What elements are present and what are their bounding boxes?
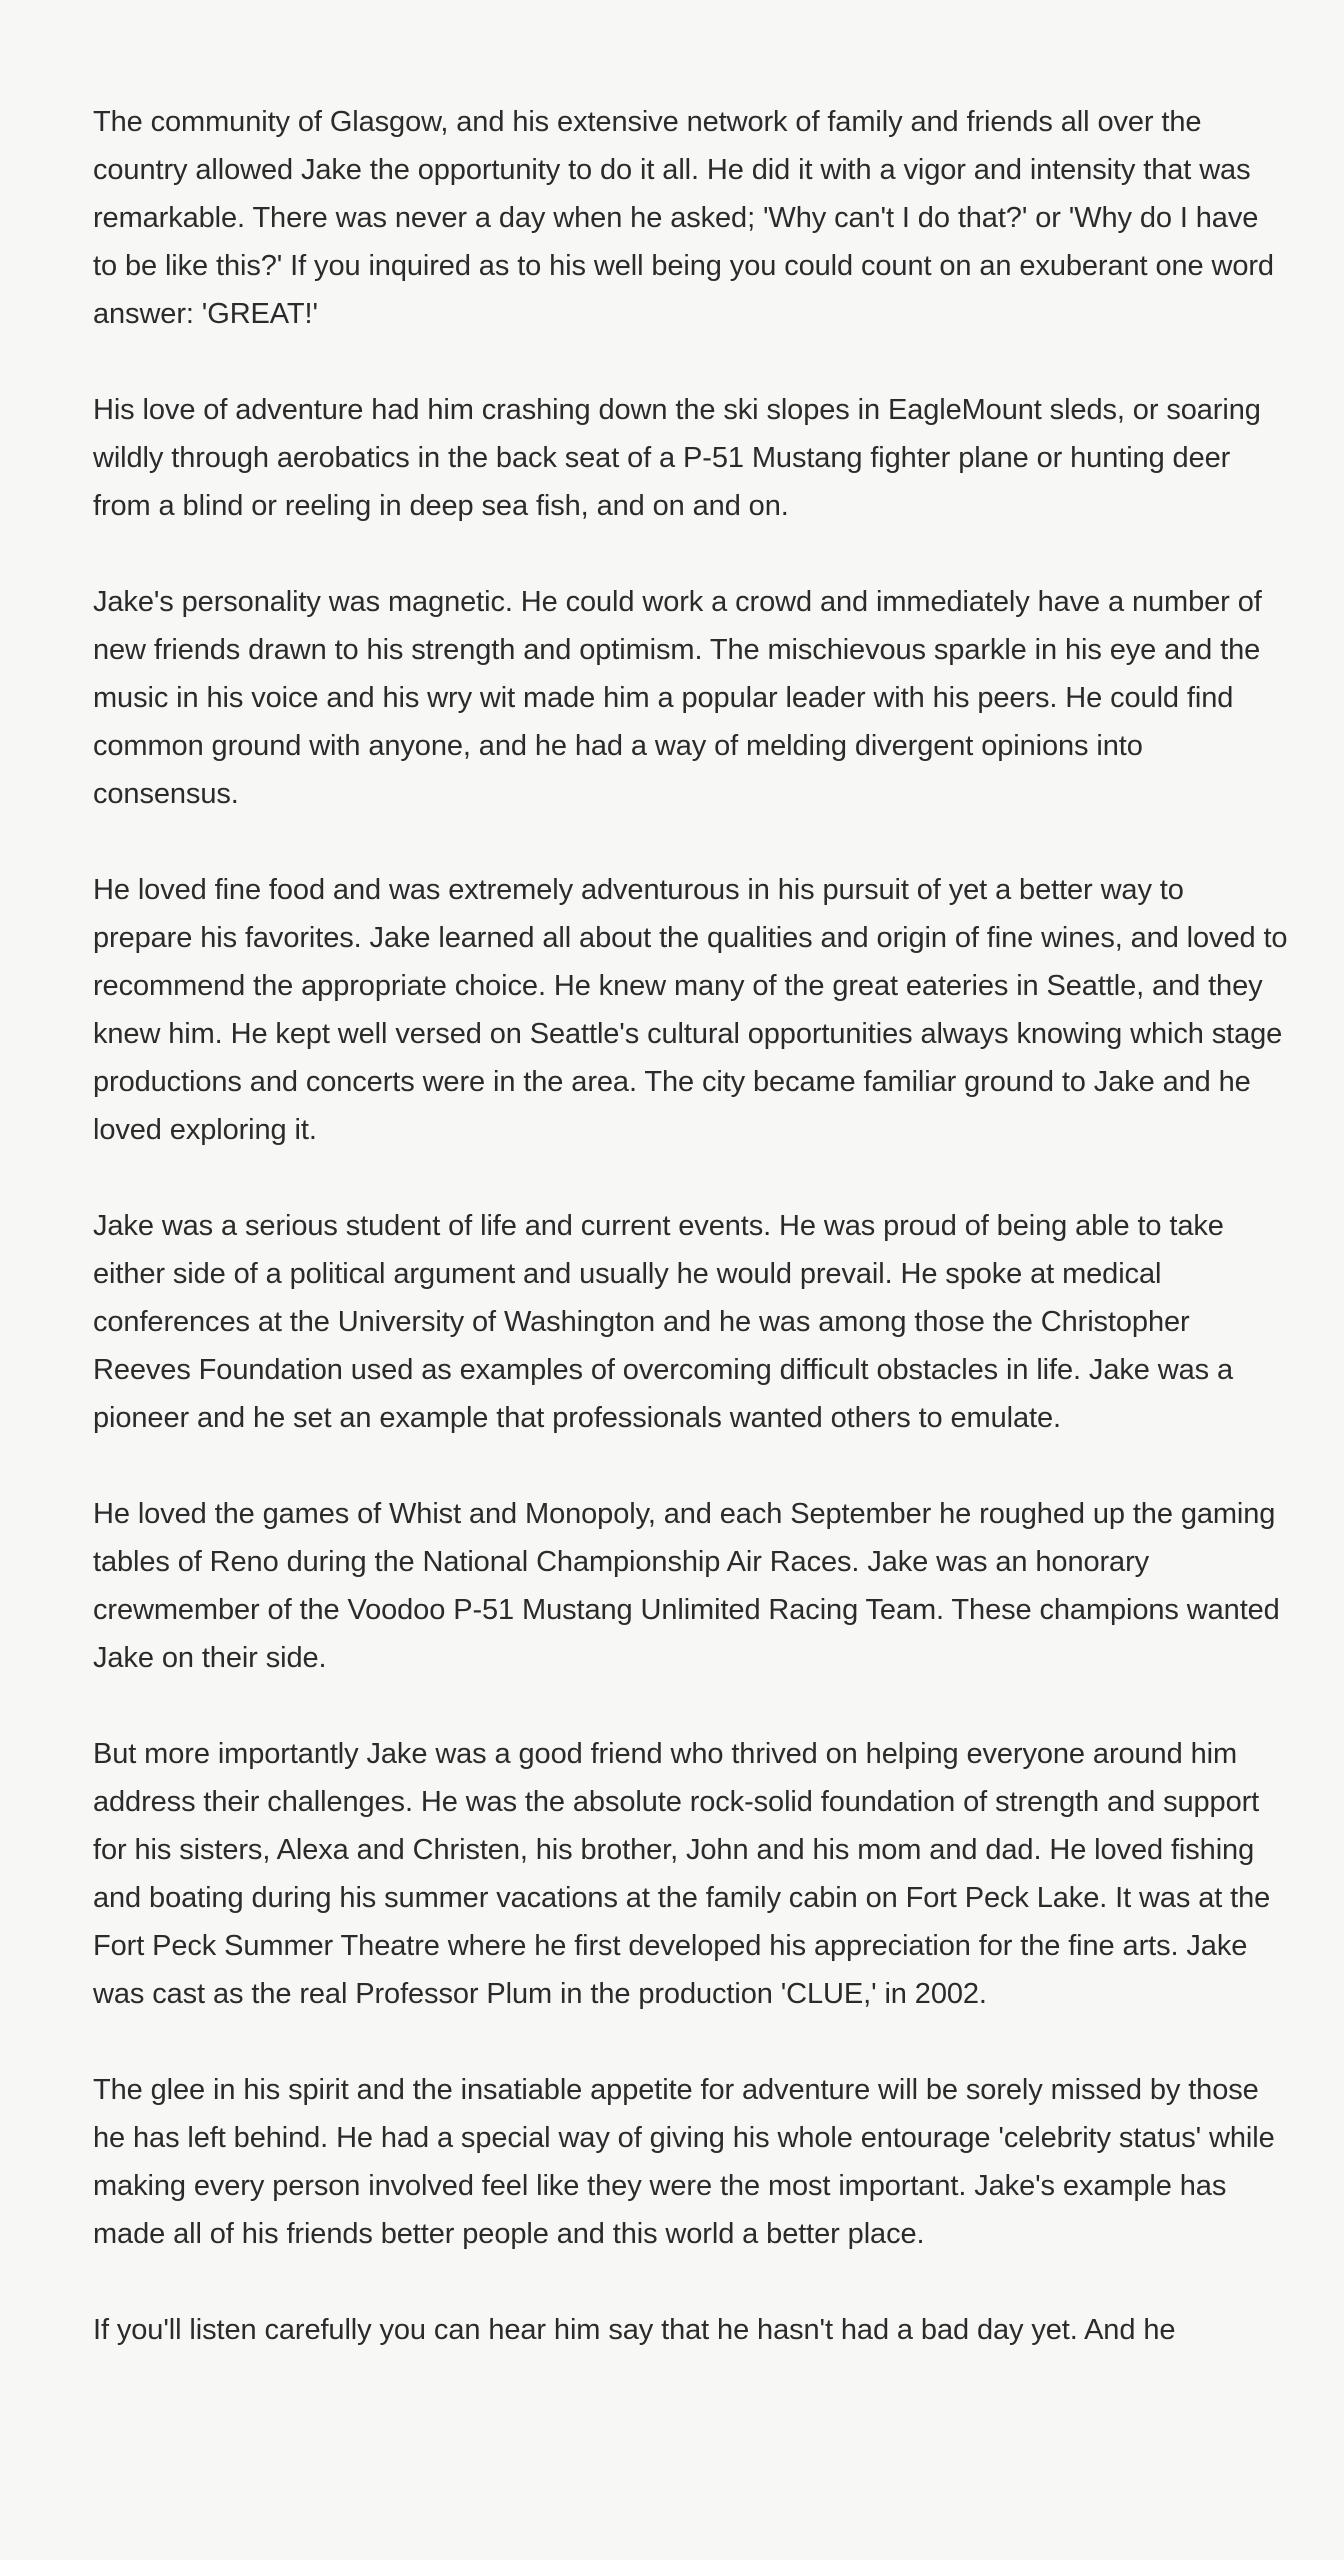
document-body: [93, 98, 1288, 2354]
paragraph-student-of-life: Jake was a serious student of life and current events. He was proud of being able to take either side of a political argument and usually he would prevail. He spoke at medical conferences at the University of Washington and he was among those the Christopher Reeves Foundation used as examples of overcoming difficult obstacles in life. Jake was a pioneer and he set an example that professionals wanted others to emulate.: [93, 1210, 1234, 1434]
paragraph-love-of-adventure: His love of adventure had him crashing down the ski slopes in EagleMount sleds, or soaring wildly through aerobatics in the back seat of a P-51 Mustang fighter plane or hunting deer from a blind or reeling in deep sea fish, and on and on.: [93, 394, 1261, 522]
paragraph-games: He loved the games of Whist and Monopoly, and each September he roughed up the gaming tables of Reno during the National Championship Air Races. Jake was an honorary crewmember of the Voodoo P-51 Mustang Unlimited Racing Team. These champions wanted Jake on their side.: [93, 1498, 1280, 1674]
paragraph-glasgow-community: The community of Glasgow, and his extensive network of family and friends all over the country allowed Jake the opportunity to do it all. He did it with a vigor and intensity that was remarkable. There was never a day when he asked; 'Why can't I do that?' or 'Why do I have to be like this?' If you inquired as to his well being you could count on an exuberant one word answer: 'GREAT!': [93, 106, 1274, 330]
paragraph-personality: Jake's personality was magnetic. He could work a crowd and immediately have a number of new friends drawn to his strength and optimism. The mischievous sparkle in his eye and the music in his voice and his wry wit made him a popular leader with his peers. He could find common ground with anyone, and he had a way of melding divergent opinions into consensus.: [93, 586, 1262, 810]
paragraph-fine-food: He loved fine food and was extremely adventurous in his pursuit of yet a better way to prepare his favorites. Jake learned all about the qualities and origin of fine wines, and loved to recommend the appropriate choice. He knew many of the great eateries in Seattle, and they knew him. He kept well versed on Seattle's cultural opportunities always knowing which stage productions and concerts were in the area. The city became familiar ground to Jake and he loved exploring it.: [93, 874, 1288, 1146]
paragraph-glee-in-spirit: The glee in his spirit and the insatiable appetite for adventure will be sorely missed by those he has left behind. He had a special way of giving his whole entourage 'celebrity status' while making every person involved feel like they were the most important. Jake's example has made all of his friends better people and this world a better place.: [93, 2074, 1275, 2250]
paragraph-good-friend: But more importantly Jake was a good friend who thrived on helping everyone around him address their challenges. He was the absolute rock-solid foundation of strength and support for his sisters, Alexa and Christen, his brother, John and his mom and dad. He loved fishing and boating during his summer vacations at the family cabin on Fort Peck Lake. It was at the Fort Peck Summer Theatre where he first developed his appreciation for the fine arts. Jake was cast as the real Professor Plum in the production 'CLUE,' in 2002.: [93, 1738, 1271, 2010]
paragraph-listen-carefully: If you'll listen carefully you can hear him say that he hasn't had a bad day yet. And he: [93, 2314, 1176, 2346]
